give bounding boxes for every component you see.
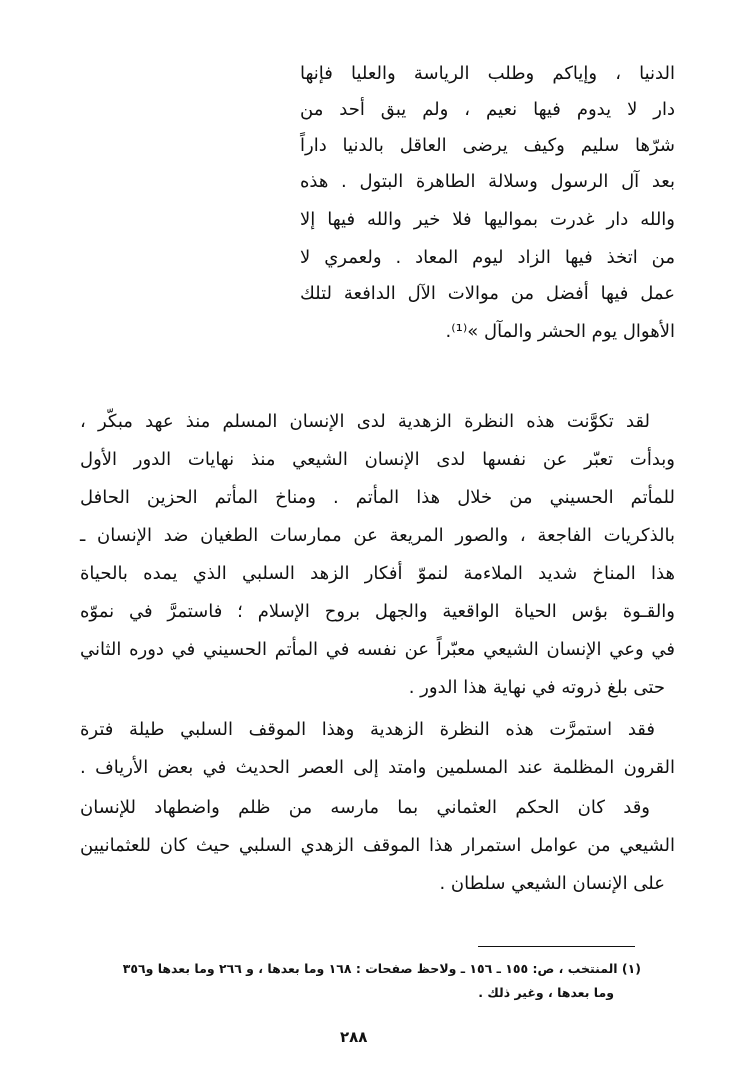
quote-line: والله دار غدرت بمواليها فلا خير والله فيها إلا <box>300 209 675 230</box>
body-line: في وعي الإنسان الشيعي معبّراً عن نفسه في المأتم الحسيني في دوره الثاني <box>80 639 675 660</box>
quote-line: من اتخذ فيها الزاد ليوم المعاد . ولعمري لا <box>300 247 675 268</box>
body-line: الشيعي من عوامل استمرار هذا الموقف الزهدي السلبي حيث كان للعثمانيين <box>80 835 675 856</box>
body-line: القرون المظلمة عند المسلمين وامتد إلى العصر الحديث في بعض الأرياف . <box>80 757 675 778</box>
body-line: وقد كان الحكم العثماني بما مارسه من ظلم واضطهاد للإنسان <box>80 797 650 818</box>
body-line: على الإنسان الشيعي سلطان . <box>439 873 665 894</box>
body-line: وبدأت تعبّر عن نفسها لدى الإنسان الشيعي منذ نهايات الدور الأول <box>80 449 675 470</box>
footnote-divider <box>478 946 635 947</box>
quote-line: شرّها سليم وكيف يرضى العاقل بالدنيا داراً <box>300 135 675 156</box>
footnote-line: وما بعدها ، وغير ذلك . <box>478 985 614 1000</box>
quote-line: الأهوال يوم الحشر والمآل »⁽¹⁾. <box>445 321 675 342</box>
body-line: فقد استمرَّت هذه النظرة الزهدية وهذا الموقف السلبي طيلة فترة <box>80 719 655 740</box>
quote-line: الدنيا ، وإياكم وطلب الرياسة والعليا فإنها <box>300 63 675 84</box>
quote-line: دار لا يدوم فيها نعيم ، ولم يبق أحد من <box>300 99 675 120</box>
footnote-line: (١) المنتخب ، ص: ١٥٥ ـ ١٥٦ ـ ولاحظ صفحات : ١٦٨ وما بعدها ، و ٢٦٦ وما بعدها و٣٥٦ <box>122 961 641 976</box>
body-line: هذا المناخ شديد الملاءمة لنموّ أفكار الزهد السلبي الذي يمده بالحياة <box>80 563 675 584</box>
body-line: للمأتم الحسيني من خلال هذا المأتم . ومناخ المأتم الحزين الحافل <box>80 487 675 508</box>
body-line: بالذكريات الفاجعة ، والصور المريعة عن ممارسات الطغيان ضد الإنسان ـ <box>80 525 675 546</box>
body-line: والقـوة بؤس الحياة الواقعية والجهل بروح الإسلام ؛ فاستمرَّ في نموّه <box>80 601 675 622</box>
quote-line: عمل فيها أفضل من موالات الآل الدافعة لتلك <box>300 283 675 304</box>
page-number: ٢٨٨ <box>340 1028 368 1046</box>
quote-line: بعد آل الرسول وسلالة الطاهرة البتول . هذه <box>300 171 675 192</box>
body-line: لقد تكوَّنت هذه النظرة الزهدية لدى الإنسان المسلم منذ عهد مبكّر ، <box>80 411 650 432</box>
body-line: حتى بلغ ذروته في نهاية هذا الدور . <box>408 677 665 698</box>
